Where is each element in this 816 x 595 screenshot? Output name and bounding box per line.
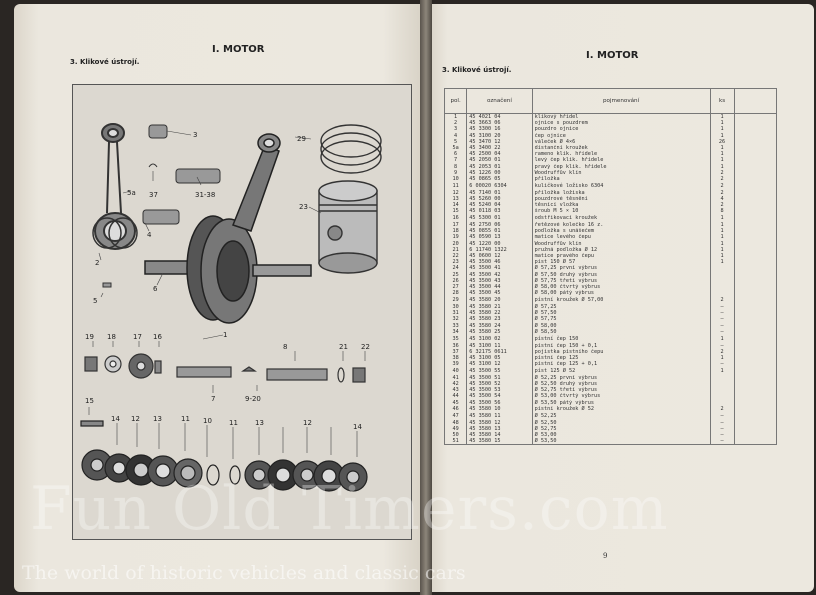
row-code: 45 3580 13 <box>467 426 532 432</box>
row-qty: 2 <box>710 406 734 414</box>
row-pos: 44 <box>445 393 467 399</box>
row-code: 45 3100 12 <box>467 361 532 367</box>
callout-label: 31-38 <box>195 191 216 199</box>
row-code: 45 3580 15 <box>467 438 532 445</box>
row-code: 45 3500 55 <box>467 367 532 375</box>
row-name: distanční kroužek <box>532 145 710 151</box>
row-qty: 1 <box>710 234 734 240</box>
row-name: Ø 57,25 první výbrus <box>532 265 710 271</box>
row-name: příložka ložiska <box>532 190 710 196</box>
row-qty: — <box>710 432 734 438</box>
row-code: 45 2050 01 <box>467 157 532 163</box>
row-pos: 17 <box>445 222 467 228</box>
piston-rings-drawing <box>321 125 381 173</box>
row-pos: 20 <box>445 241 467 247</box>
row-pos: 28 <box>445 290 467 296</box>
row-name: Ø 52,25 první výbrus <box>532 375 710 381</box>
row-name: Ø 57,25 <box>532 304 710 310</box>
row-qty: — <box>710 343 734 349</box>
row-code: 45 4021 04 <box>467 114 532 121</box>
row-pos: 51 <box>445 438 467 445</box>
callout-label: 14 <box>353 423 362 431</box>
row-name: Woodruffův klín <box>532 241 710 247</box>
callout-label: 29 <box>297 135 306 143</box>
row-qty: 1 <box>710 253 734 259</box>
table-row <box>445 438 777 445</box>
row-qty: 2 <box>710 349 734 355</box>
table-row <box>445 114 777 121</box>
row-name: pouzdrové těsnění <box>532 196 710 202</box>
row-code: 6 00020 6304 <box>467 182 532 190</box>
row-code: 45 1226 00 <box>467 170 532 176</box>
row-name: pružná podložka Ø 12 <box>532 247 710 253</box>
row-name: Ø 53,00 čtvrtý výbrus <box>532 393 710 399</box>
row-blank <box>734 367 776 375</box>
callout-label: 23 <box>299 203 308 211</box>
row-name: Ø 52,25 <box>532 413 710 419</box>
row-name: pouzdro ojnice <box>532 126 710 132</box>
row-name: pojistka pístního čepu <box>532 349 710 355</box>
row-code: 45 3500 44 <box>467 284 532 290</box>
callout-label: 2 <box>95 259 100 267</box>
crankshaft-exploded-drawing <box>73 85 413 541</box>
row-pos: 35 <box>445 335 467 343</box>
callout-label: 16 <box>153 333 162 341</box>
callout-label: 18 <box>107 333 116 341</box>
row-qty: 1 <box>710 222 734 228</box>
row-code: 45 3500 56 <box>467 400 532 406</box>
row-qty: — <box>710 304 734 310</box>
row-name: Woodruffův klín <box>532 170 710 176</box>
row-name: klikový hřídel <box>532 114 710 121</box>
row-pos: 23 <box>445 259 467 265</box>
row-blank <box>734 438 776 445</box>
row-pos: 50 <box>445 432 467 438</box>
connecting-rod-drawing <box>95 124 135 249</box>
row-name: levý čep klik. hřídele <box>532 157 710 163</box>
row-qty: 1 <box>710 126 734 132</box>
row-code: 45 2750 06 <box>467 222 532 228</box>
row-pos: 19 <box>445 234 467 240</box>
row-pos: 37 <box>445 349 467 355</box>
row-name: pístní kroužek Ø 57,00 <box>532 296 710 304</box>
row-code: 45 3580 11 <box>467 413 532 419</box>
row-pos: 41 <box>445 375 467 381</box>
row-code: 45 2500 04 <box>467 151 532 157</box>
row-pos: 18 <box>445 228 467 234</box>
table-row <box>445 406 777 414</box>
row-qty: 1 <box>710 335 734 343</box>
row-code: 45 5260 00 <box>467 196 532 202</box>
row-name: Ø 53,50 pátý výbrus <box>532 400 710 406</box>
row-code: 6 32175 0611 <box>467 349 532 355</box>
header-qty: ks <box>710 89 734 114</box>
table-row <box>445 335 777 343</box>
row-name: ojnice s pouzdrem <box>532 120 710 126</box>
row-name: Ø 58,00 čtvrtý výbrus <box>532 284 710 290</box>
row-qty: — <box>710 413 734 419</box>
row-pos: 7 <box>445 157 467 163</box>
row-name: Ø 57,75 <box>532 316 710 322</box>
callout-label: 12 <box>303 419 312 427</box>
row-qty: 2 <box>710 202 734 208</box>
row-pos: 42 <box>445 381 467 387</box>
row-blank <box>734 406 776 414</box>
row-name: šroub M 5 × 10 <box>532 208 710 214</box>
row-code: 45 3580 12 <box>467 420 532 426</box>
row-pos: 8 <box>445 164 467 170</box>
row-pos: 48 <box>445 420 467 426</box>
callout-label: 6 <box>153 285 158 293</box>
header-code: označení <box>467 89 532 114</box>
row-qty: 1 <box>710 120 734 126</box>
row-name: těsnící vložka <box>532 202 710 208</box>
callout-label: 14 <box>111 415 120 423</box>
row-qty: — <box>710 316 734 322</box>
row-pos: 5 <box>445 139 467 145</box>
row-code: 45 3500 45 <box>467 290 532 296</box>
row-code: 45 3400 22 <box>467 145 532 151</box>
row-pos: 33 <box>445 323 467 329</box>
callout-label: 3 <box>193 131 198 139</box>
row-qty: — <box>710 426 734 432</box>
row-name: matice levého čepu <box>532 234 710 240</box>
row-pos: 1 <box>445 114 467 121</box>
right-page-heading: I. MOTOR <box>586 50 639 61</box>
row-pos: 3 <box>445 126 467 132</box>
header-blank <box>734 89 776 114</box>
callout-label: 13 <box>255 419 264 427</box>
row-code: 45 0600 12 <box>467 253 532 259</box>
row-name: Ø 57,75 třetí výbrus <box>532 278 710 284</box>
left-page-subheading: 3. Klikové ústrojí. <box>70 58 140 66</box>
callout-label: 12 <box>131 415 140 423</box>
row-code: 45 3100 02 <box>467 335 532 343</box>
row-qty: 1 <box>710 355 734 361</box>
row-name: matice pravého čepu <box>532 253 710 259</box>
callout-label: 1 <box>223 331 228 339</box>
row-name: Ø 52,75 třetí výbrus <box>532 387 710 393</box>
row-qty: 1 <box>710 247 734 253</box>
row-pos: 4 <box>445 133 467 139</box>
row-pos: 22 <box>445 253 467 259</box>
exploded-view-figure <box>72 84 412 540</box>
row-pos: 10 <box>445 176 467 182</box>
row-code: 45 3580 25 <box>467 329 532 335</box>
row-pos: 49 <box>445 426 467 432</box>
row-code: 45 3580 22 <box>467 310 532 316</box>
row-qty: 2 <box>710 296 734 304</box>
callout-label: 11 <box>229 419 238 427</box>
row-pos: 15 <box>445 208 467 214</box>
row-name: Ø 58,00 pátý výbrus <box>532 290 710 296</box>
parts-list-table <box>444 88 777 445</box>
row-qty: 1 <box>710 157 734 163</box>
row-qty: 1 <box>710 241 734 247</box>
row-qty: 2 <box>710 182 734 190</box>
row-code: 45 5300 01 <box>467 215 532 223</box>
row-code: 45 3300 16 <box>467 126 532 132</box>
row-pos: 27 <box>445 284 467 290</box>
row-pos: 36 <box>445 343 467 349</box>
row-code: 45 3580 21 <box>467 304 532 310</box>
row-pos: 13 <box>445 196 467 202</box>
callout-label: 4 <box>147 231 152 239</box>
row-qty: — <box>710 361 734 367</box>
callout-label: 8 <box>283 343 288 351</box>
row-qty: — <box>710 329 734 335</box>
row-code: 45 1220 00 <box>467 241 532 247</box>
row-pos: 39 <box>445 361 467 367</box>
row-qty: 2 <box>710 170 734 176</box>
row-qty: 1 <box>710 145 734 151</box>
row-name: rameno klik. hřídele <box>532 151 710 157</box>
right-page-subheading: 3. Klikové ústrojí. <box>442 66 512 74</box>
row-name: váleček Ø 4×6 <box>532 139 710 145</box>
row-name: Ø 52,75 <box>532 426 710 432</box>
shaft-parts-drawing <box>85 354 365 382</box>
row-pos: 34 <box>445 329 467 335</box>
row-name: pístní čep 150 + 0,1 <box>532 343 710 349</box>
row-code: 45 3100 20 <box>467 133 532 139</box>
row-qty: — <box>710 420 734 426</box>
row-code: 45 3470 12 <box>467 139 532 145</box>
row-name: příložka <box>532 176 710 182</box>
row-pos: 29 <box>445 296 467 304</box>
row-qty: 1 <box>710 151 734 157</box>
row-code: 45 3500 42 <box>467 272 532 278</box>
row-code: 45 3580 23 <box>467 316 532 322</box>
row-name: Ø 52,50 <box>532 420 710 426</box>
row-name: odstřikovací kroužek <box>532 215 710 223</box>
crankshaft-assembly-drawing <box>145 134 311 323</box>
row-pos: 47 <box>445 413 467 419</box>
row-name: Ø 58,00 <box>532 323 710 329</box>
parts-table-header <box>445 89 777 114</box>
row-qty: 1 <box>710 133 734 139</box>
row-blank <box>734 296 776 304</box>
table-row <box>445 367 777 375</box>
callout-label: 5 <box>93 297 98 305</box>
row-code: 45 3100 05 <box>467 355 532 361</box>
row-pos: 31 <box>445 310 467 316</box>
row-code: 45 3500 43 <box>467 278 532 284</box>
row-code: 45 3580 10 <box>467 406 532 414</box>
row-code: 45 0865 05 <box>467 176 532 182</box>
row-code: 45 3100 11 <box>467 343 532 349</box>
row-qty: 1 <box>710 114 734 121</box>
row-name: Ø 58,50 <box>532 329 710 335</box>
row-qty: 1 <box>710 367 734 375</box>
row-name: kuličkové ložisko 6304 <box>532 182 710 190</box>
table-row <box>445 182 777 190</box>
row-pos: 25 <box>445 272 467 278</box>
row-name: Ø 53,50 <box>532 438 710 445</box>
row-qty: 8 <box>710 208 734 214</box>
row-pos: 38 <box>445 355 467 361</box>
row-qty: 1 <box>710 228 734 234</box>
page-number: 9 <box>603 552 608 560</box>
callout-label: 9-20 <box>245 395 261 403</box>
row-blank <box>734 114 776 121</box>
row-code: 45 7140 01 <box>467 190 532 196</box>
callout-label: 19 <box>85 333 94 341</box>
watermark-logo-text: Fun Old Timers.com <box>30 474 669 544</box>
row-code: 45 3500 53 <box>467 387 532 393</box>
row-code: 6 11740 1322 <box>467 247 532 253</box>
row-name: pravý čep klik. hřídele <box>532 164 710 170</box>
row-name: pístní čep 150 <box>532 335 710 343</box>
row-name: Ø 57,50 druhý výbrus <box>532 272 710 278</box>
row-pos: 5a <box>445 145 467 151</box>
row-qty: 1 <box>710 259 734 265</box>
row-name: pístní kroužek Ø 52 <box>532 406 710 414</box>
row-qty: 1 <box>710 215 734 223</box>
callout-label: 15 <box>85 397 94 405</box>
row-code: 45 3580 20 <box>467 296 532 304</box>
row-blank <box>734 335 776 343</box>
row-pos: 24 <box>445 265 467 271</box>
parts-table-body <box>445 114 777 445</box>
row-code: 45 3500 41 <box>467 265 532 271</box>
row-pos: 9 <box>445 170 467 176</box>
row-code: 45 0855 01 <box>467 228 532 234</box>
row-code: 45 2053 01 <box>467 164 532 170</box>
row-qty: 2 <box>710 190 734 196</box>
row-code: 45 3580 24 <box>467 323 532 329</box>
row-pos: 14 <box>445 202 467 208</box>
row-name: píst 150 Ø 57 <box>532 259 710 265</box>
row-blank <box>734 182 776 190</box>
row-pos: 32 <box>445 316 467 322</box>
row-blank <box>734 215 776 223</box>
row-pos: 46 <box>445 406 467 414</box>
row-pos: 11 <box>445 182 467 190</box>
row-name: Ø 52,50 druhý výbrus <box>532 381 710 387</box>
row-name: Ø 53,00 <box>532 432 710 438</box>
callout-label: 10 <box>203 417 212 425</box>
row-qty: 4 <box>710 196 734 202</box>
callout-label: 21 <box>339 343 348 351</box>
callout-label: 11 <box>181 415 190 423</box>
row-code: 45 3500 52 <box>467 381 532 387</box>
row-name: pístní čep 125 <box>532 355 710 361</box>
row-pos: 45 <box>445 400 467 406</box>
row-name: podložka s unášečem <box>532 228 710 234</box>
watermark-tagline: The world of historic vehicles and classic cars <box>22 562 466 584</box>
row-qty: — <box>710 310 734 316</box>
callout-label: 37 <box>149 191 158 199</box>
row-qty: 2 <box>710 176 734 182</box>
row-pos: 2 <box>445 120 467 126</box>
row-code: 45 3500 54 <box>467 393 532 399</box>
row-pos: 12 <box>445 190 467 196</box>
row-name: čep ojnice <box>532 133 710 139</box>
table-row <box>445 296 777 304</box>
callout-label: 17 <box>133 333 142 341</box>
left-page-heading: I. MOTOR <box>212 44 265 55</box>
header-name: pojmenování <box>532 89 710 114</box>
row-code: 45 0590 13 <box>467 234 532 240</box>
row-pos: 21 <box>445 247 467 253</box>
callout-label: 13 <box>153 415 162 423</box>
row-code: 45 5240 04 <box>467 202 532 208</box>
row-qty: — <box>710 438 734 445</box>
row-code: 45 3580 14 <box>467 432 532 438</box>
row-name: řetězové kolečko 16 z. <box>532 222 710 228</box>
row-code: 45 3663 06 <box>467 120 532 126</box>
callout-label: 5a <box>127 189 136 197</box>
row-pos: 40 <box>445 367 467 375</box>
table-row <box>445 215 777 223</box>
row-qty: 1 <box>710 164 734 170</box>
row-name: píst 125 Ø 52 <box>532 367 710 375</box>
row-pos: 16 <box>445 215 467 223</box>
row-name: Ø 57,50 <box>532 310 710 316</box>
row-code: 45 3500 46 <box>467 259 532 265</box>
row-pos: 43 <box>445 387 467 393</box>
row-qty: 26 <box>710 139 734 145</box>
row-qty: — <box>710 323 734 329</box>
row-pos: 30 <box>445 304 467 310</box>
row-code: 45 0118 03 <box>467 208 532 214</box>
callout-label: 7 <box>211 395 216 403</box>
row-pos: 6 <box>445 151 467 157</box>
row-pos: 26 <box>445 278 467 284</box>
row-code: 45 3500 51 <box>467 375 532 381</box>
header-pos: pol. <box>445 89 467 114</box>
piston-drawing <box>319 181 377 273</box>
callout-label: 22 <box>361 343 370 351</box>
row-name: pístní čep 125 + 0,1 <box>532 361 710 367</box>
